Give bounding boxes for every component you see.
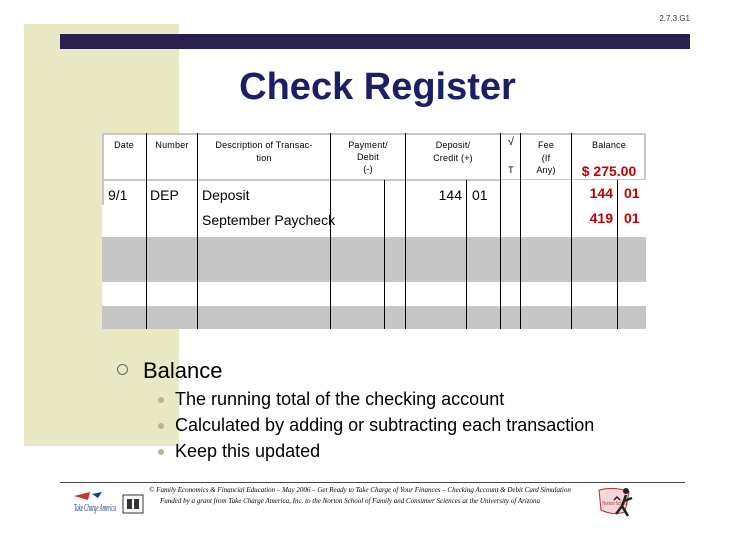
checkmark-icon: √ — [507, 136, 515, 148]
header-deposit: Deposit/ — [435, 140, 471, 150]
header-description: Description of Transac- — [215, 140, 313, 150]
header-t: T — [508, 165, 514, 175]
footer-funding: Funded by a grant from Take Charge America, Inc. to the Norton School of Family and Consumer Sciences at the University of Arizona — [159, 497, 541, 505]
header-number: Number — [155, 140, 189, 150]
bullet-item: The running total of the checking account — [175, 389, 505, 409]
row1-deposit-dollars: 144 — [438, 187, 462, 203]
page-title: Check Register — [239, 66, 516, 108]
header-date: Date — [114, 140, 134, 150]
figure-logo-icon — [612, 486, 637, 521]
slide-number: 2.7.3.G1 — [659, 14, 690, 23]
bullet-dot-icon — [158, 449, 164, 455]
starting-balance: $ 275.00 — [581, 163, 637, 179]
header-balance: Balance — [592, 140, 626, 150]
top-accent-bar — [60, 34, 690, 49]
row1-balance-dollars: 144 — [589, 185, 613, 201]
footer-divider — [60, 482, 685, 483]
row2-description: September Paycheck — [202, 212, 336, 228]
header-fee-2: (If — [541, 153, 551, 163]
row2-balance-dollars: 419 — [589, 210, 613, 226]
header-deposit-2: Credit (+) — [433, 153, 473, 163]
row1-description: Deposit — [202, 187, 250, 203]
bullet-item: Calculated by adding or subtracting each transaction — [175, 415, 595, 435]
check-register-table — [102, 133, 646, 329]
balance-heading: Balance — [143, 358, 223, 383]
header-description-2: tion — [256, 153, 272, 163]
bullet-dot-icon — [158, 397, 164, 403]
row1-date: 9/1 — [108, 187, 128, 203]
header-fee-3: Any) — [536, 165, 556, 175]
bullet-dot-icon — [158, 423, 164, 429]
header-payment-2: Debit — [356, 152, 379, 162]
row2-balance-cents: 01 — [624, 210, 640, 226]
svg-text:Take Charge America: Take Charge America — [74, 503, 116, 514]
row1-number: DEP — [150, 187, 179, 203]
hollow-circle-bullet-icon — [117, 364, 128, 375]
svg-text:Norton School: Norton School — [602, 501, 629, 507]
bullet-item: Keep this updated — [175, 441, 321, 461]
footer-copyright: © Family Economics & Financial Education – May 2006 – Get Ready to Take Charge of Your Finances – Checking Account & Debit Card Simulation — [149, 486, 571, 494]
header-payment-3: (-) — [363, 164, 373, 174]
row1-deposit-cents: 01 — [472, 187, 488, 203]
take-charge-america-logo — [72, 490, 117, 514]
header-fee: Fee — [537, 140, 555, 150]
emblem-logo — [122, 494, 144, 514]
header-payment: Payment/ — [348, 140, 388, 150]
row1-balance-cents: 01 — [624, 185, 640, 201]
